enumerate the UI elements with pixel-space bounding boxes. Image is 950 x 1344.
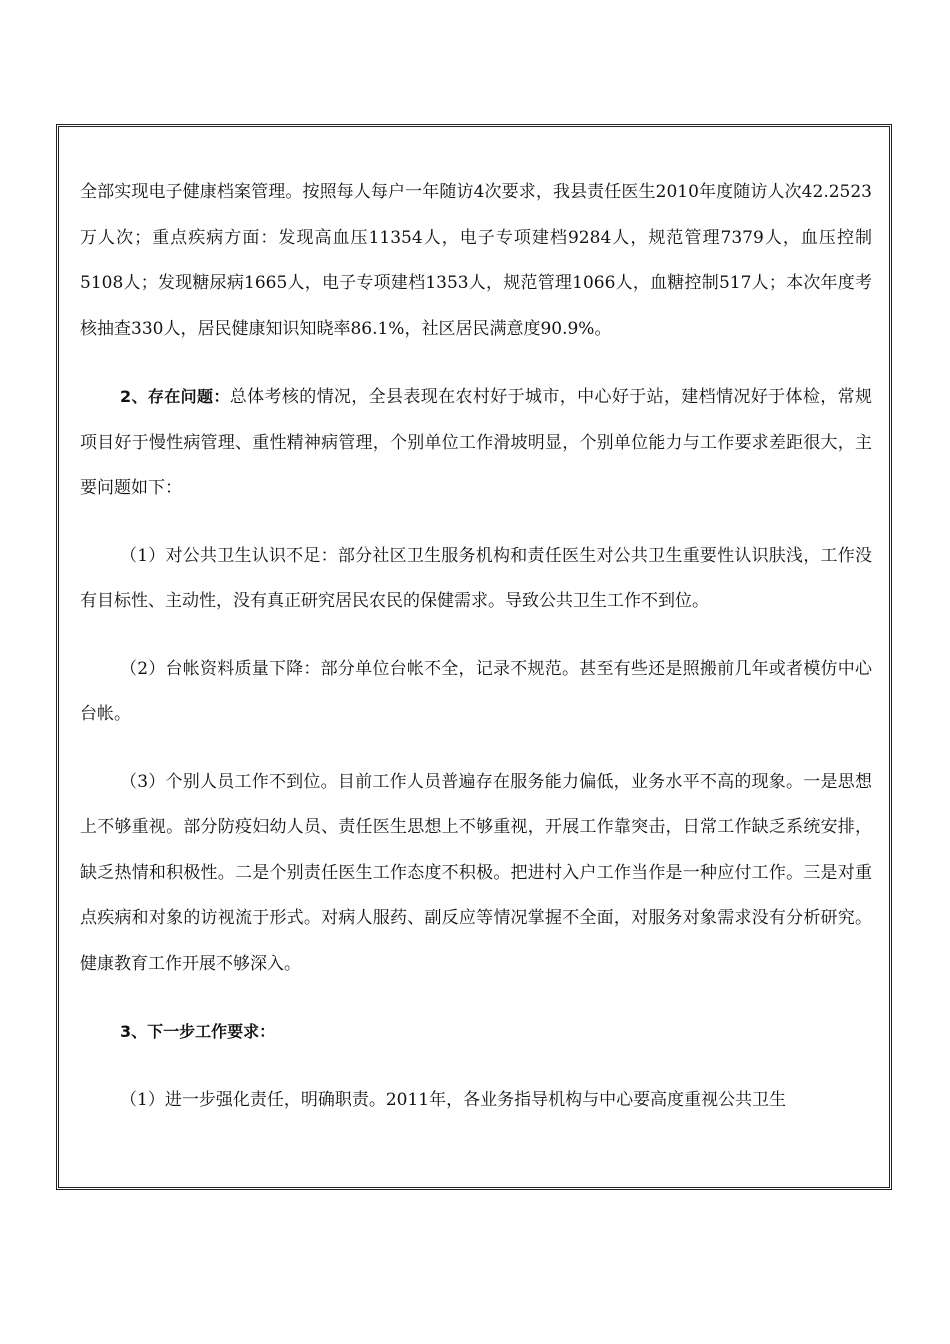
paragraph-health-records: 全部实现电子健康档案管理。按照每人每户一年随访4次要求，我县责任医生2010年度随访人次42.2523万人次；重点疾病方面：发现高血压11354人，电子专项建档9284人，规范管理7379人，血压控制5108人；发现糖尿病1665人，电子专项建档1353人，规范管理1066人，血糖控制517人；本次年度考核抽查330人，居民健康知识知晓率86.1%，社区居民满意度90.9%。 xyxy=(80,182,872,339)
requirement-item-1: （1）进一步强化责任，明确职责。2011年，各业务指导机构与中心要高度重视公共卫生 xyxy=(120,1089,787,1110)
issue-item-1: （1）对公共卫生认识不足：部分社区卫生服务机构和责任医生对公共卫生重要性认识肤浅，工作没有目标性、主动性，没有真正研究居民农民的保健需求。导致公共卫生工作不到位。 xyxy=(80,545,872,611)
section-existing-problems xyxy=(80,374,872,512)
issue-item-3: （3）个别人员工作不到位。目前工作人员普遍存在服务能力偏低，业务水平不高的现象。一是思想上不够重视。部分防疫妇幼人员、责任医生思想上不够重视，开展工作靠突击，日常工作缺乏系统安排，缺乏热情和积极性。二是个别责任医生工作态度不积极。把进村入户工作当作是一种应付工作。三是对重点疾病和对象的访视流于形式。对病人服药、副反应等情况掌握不全面，对服务对象需求没有分析研究。健康教育工作开展不够深入。 xyxy=(80,771,872,974)
section-heading-next-steps: 3、下一步工作要求： xyxy=(120,1022,276,1041)
section-next-steps xyxy=(80,1009,872,1056)
section-text-problems: 总体考核的情况，全县表现在农村好于城市，中心好于站，建档情况好于体检，常规项目好于慢性病管理、重性精神病管理，个别单位工作滑坡明显，个别单位能力与工作要求差距很大，主要问题如下： xyxy=(80,387,872,498)
document-body xyxy=(80,170,872,1123)
issue-item-2: （2）台帐资料质量下降：部分单位台帐不全，记录不规范。甚至有些还是照搬前几年或者模仿中心台帐。 xyxy=(80,658,872,724)
section-heading-problems: 2、存在问题： xyxy=(120,387,230,406)
